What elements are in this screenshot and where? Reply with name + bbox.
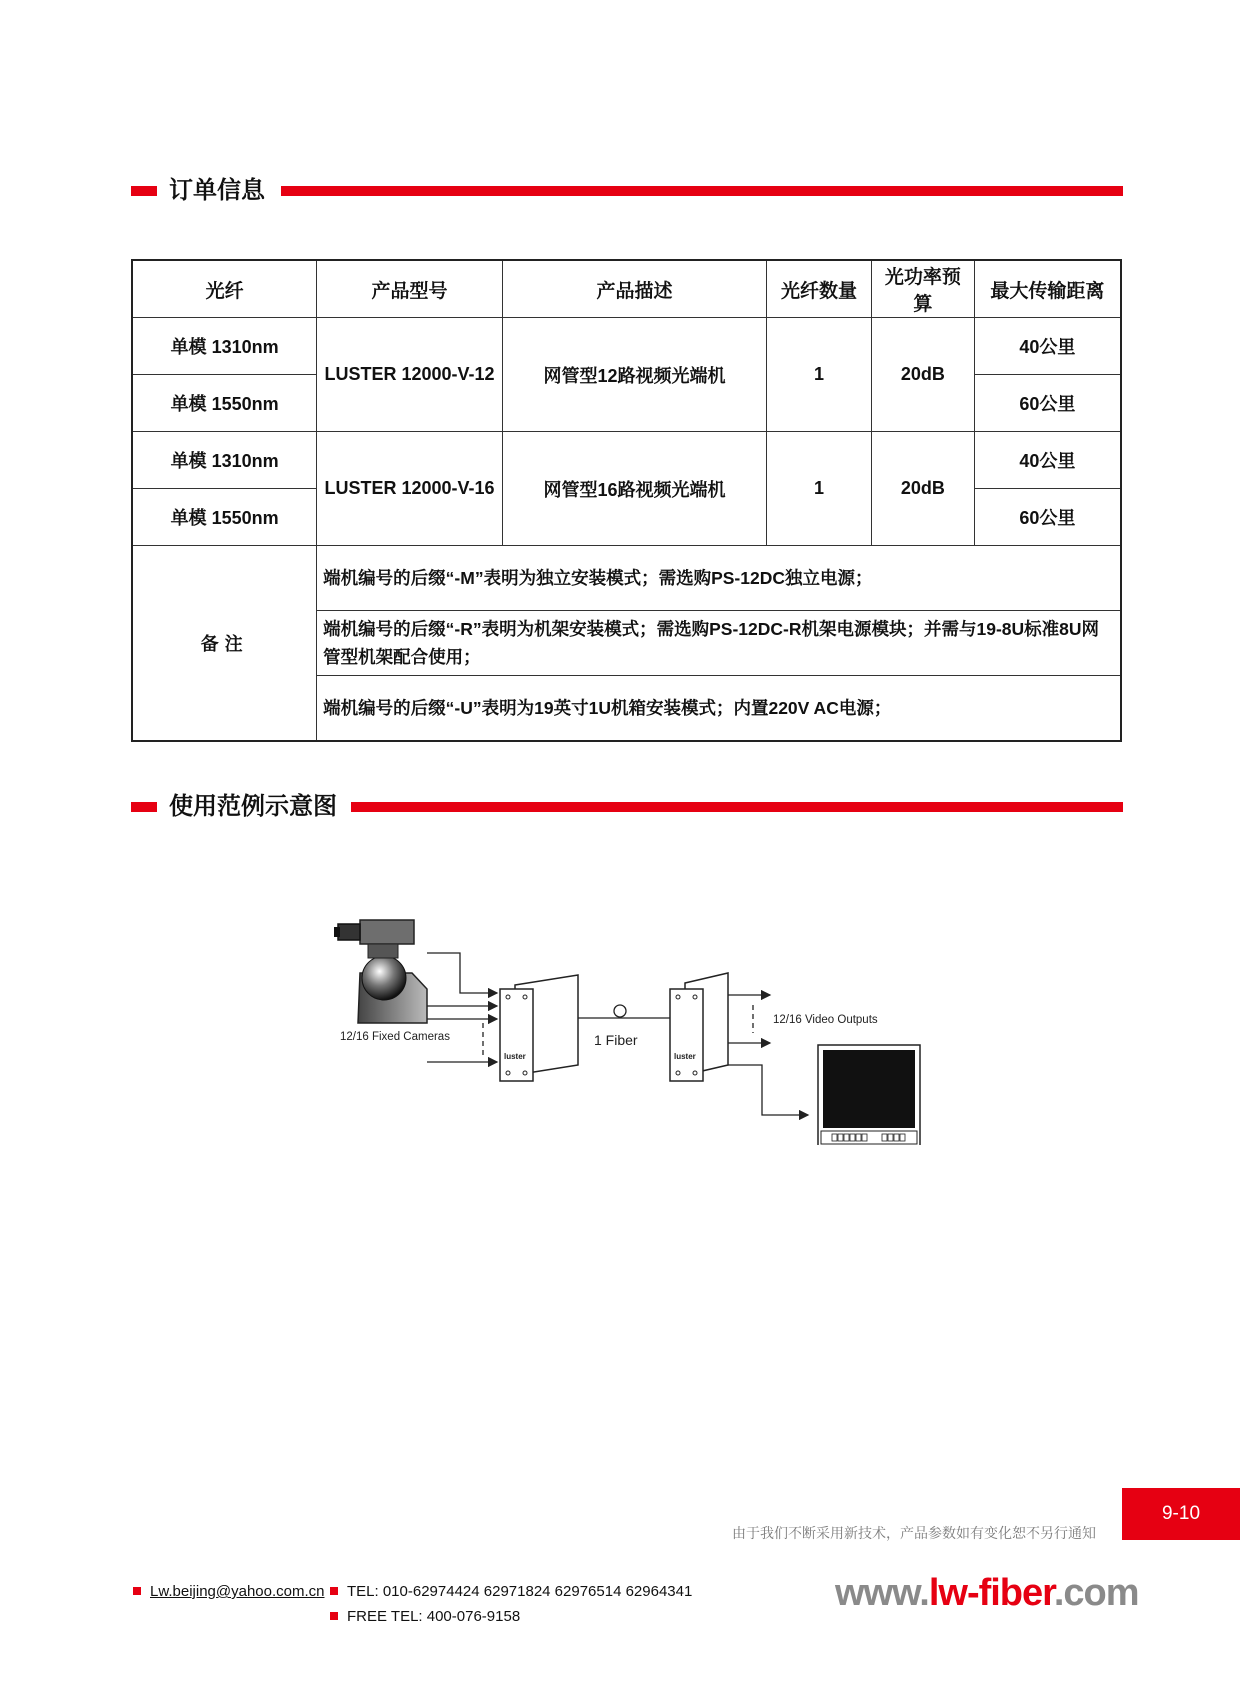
contact-email [133, 1583, 325, 1600]
header-fiber: 光纤 [132, 260, 317, 318]
cell-fiber: 单模 1310nm [132, 432, 317, 489]
order-table [131, 259, 1122, 742]
note-item: 端机编号的后缀“-M”表明为独立安装模式；需选购PS-12DC独立电源； [317, 546, 1121, 611]
website-domain: lw-fiber [928, 1572, 1054, 1614]
output-lines [728, 995, 808, 1115]
tel-text: TEL: 010-62974424 62971824 62976514 62964341 [347, 1583, 693, 1600]
header-power-budget: 光功率预算 [871, 260, 974, 318]
disclaimer: 由于我们不断采用新技术，产品参数如有变化恕不另行通知 [732, 1525, 1096, 1541]
note-item: 端机编号的后缀“-U”表明为19英寸1U机箱安装模式；内置220V AC电源； [317, 676, 1121, 742]
free-tel-text: FREE TEL: 400-076-9158 [347, 1608, 521, 1625]
cameras-label: 12/16 Fixed Cameras [340, 1031, 450, 1043]
contact-free-tel [330, 1608, 520, 1625]
cell-fiber-count: 1 [767, 318, 872, 432]
section-header-example [131, 788, 1123, 828]
table-header-row [132, 260, 1121, 318]
outputs-label: 12/16 Video Outputs [773, 1014, 878, 1026]
note-item: 端机编号的后缀“-R”表明为机架安装模式；需选购PS-12DC-R机架电源模块；并需与19-8U标准8U网管型机架配合使用； [317, 611, 1121, 676]
usage-diagram [330, 915, 950, 1145]
cell-distance: 60公里 [974, 489, 1121, 546]
table-row [132, 318, 1121, 375]
receiver-device-icon [670, 973, 728, 1081]
monitor-icon [818, 1045, 920, 1145]
website-url[interactable] [835, 1572, 1139, 1615]
notes-label: 备注 [132, 546, 317, 742]
cell-description: 网管型12路视频光端机 [502, 318, 766, 432]
section-rule [281, 186, 1123, 196]
section-header-order [131, 172, 1123, 212]
transmitter-device-icon [500, 975, 578, 1081]
section-marker [131, 802, 157, 812]
bullet-square [330, 1612, 338, 1620]
header-description: 产品描述 [502, 260, 766, 318]
header-max-distance: 最大传输距离 [974, 260, 1121, 318]
fiber-label: 1 Fiber [594, 1032, 638, 1048]
cell-description: 网管型16路视频光端机 [502, 432, 766, 546]
cell-model: LUSTER 12000-V-16 [317, 432, 503, 546]
camera-lines [427, 953, 497, 1062]
fiber-link [578, 1005, 670, 1018]
cell-fiber: 单模 1310nm [132, 318, 317, 375]
cell-model: LUSTER 12000-V-12 [317, 318, 503, 432]
website-suffix: .com [1053, 1572, 1139, 1614]
website-prefix: www. [835, 1572, 929, 1614]
notes-row [132, 546, 1121, 611]
cell-fiber-count: 1 [767, 432, 872, 546]
contact-tel [330, 1583, 692, 1600]
section-title-order: 订单信息 [169, 177, 265, 204]
cell-distance: 40公里 [974, 318, 1121, 375]
cell-fiber: 单模 1550nm [132, 375, 317, 432]
section-title-example: 使用范例示意图 [169, 793, 337, 820]
table-row [132, 432, 1121, 489]
bullet-square [330, 1587, 338, 1595]
section-rule [351, 802, 1123, 812]
cell-fiber: 单模 1550nm [132, 489, 317, 546]
cell-power-budget: 20dB [871, 432, 974, 546]
page-number: 9-10 [1122, 1488, 1240, 1540]
cell-power-budget: 20dB [871, 318, 974, 432]
header-fiber-count: 光纤数量 [767, 260, 872, 318]
camera-icon [334, 920, 427, 1023]
email-link[interactable]: Lw.beijing@yahoo.com.cn [150, 1583, 325, 1600]
bullet-square [133, 1587, 141, 1595]
section-marker [131, 186, 157, 196]
cell-distance: 60公里 [974, 375, 1121, 432]
device-brand-label: luster [674, 1052, 696, 1061]
device-brand-label: luster [504, 1052, 526, 1061]
header-model: 产品型号 [317, 260, 503, 318]
cell-distance: 40公里 [974, 432, 1121, 489]
